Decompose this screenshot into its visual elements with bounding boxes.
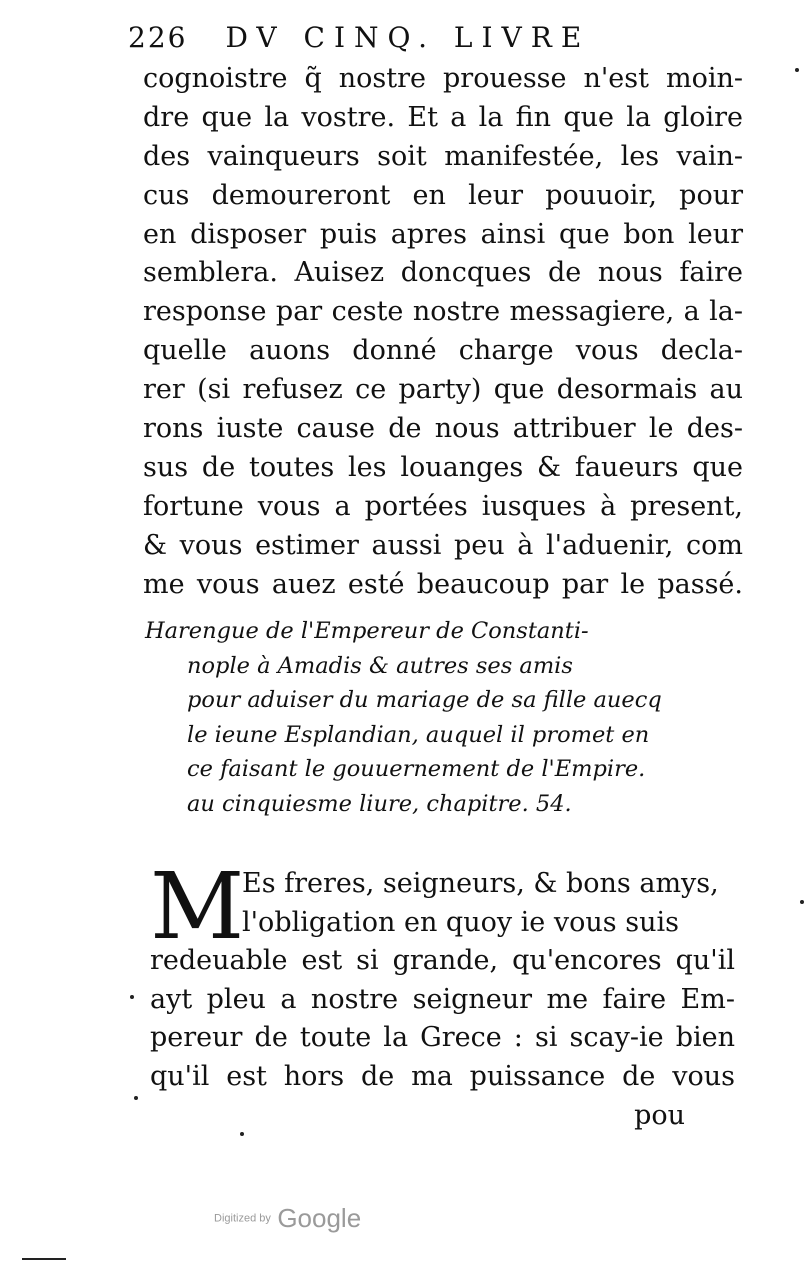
heading-line: nople à Amadis & autres ses amis: [187, 652, 573, 679]
text-line: cus demoureront en leur pouuoir, pour: [143, 179, 743, 211]
digitized-by-label: Digitized by: [214, 1212, 271, 1225]
chapter-text: [150, 853, 735, 1135]
google-logo-text: Google: [277, 1203, 362, 1233]
edge-rule: [22, 1258, 66, 1260]
heading-line: Harengue de l'Empereur de Constanti-: [145, 618, 589, 644]
ink-speck: [134, 1096, 138, 1100]
drop-cap: M: [150, 853, 245, 960]
text-line: Es freres, seigneurs, & bons amys,: [242, 868, 719, 899]
text-line: en disposer puis apres ainsi que bon leur: [143, 218, 743, 250]
heading-line: ce faisant le gouuernement de l'Empire.: [187, 756, 646, 782]
text-line: cognoistre q̃ nostre prouesse n'est moin-: [143, 63, 743, 94]
text-line: response par ceste nostre messagiere, a la-: [143, 296, 743, 328]
text-line: dre que la vostre. Et a la fin que la gloire: [143, 101, 743, 133]
heading-line: le ieune Esplandian, auquel il promet en: [187, 721, 650, 748]
text-line: & vous estimer aussi peu à l'aduenir, com: [143, 529, 743, 561]
running-head: [128, 22, 728, 54]
text-line: rons iuste cause de nous attribuer le des-: [143, 413, 743, 445]
heading-line: pour aduiser du mariage de sa fille auecq: [187, 687, 662, 713]
text-line: quelle auons donné charge vous decla-: [143, 335, 743, 367]
running-title: DV CINQ. LIVRE: [225, 21, 591, 54]
heading-line: au cinquiesme liure, chapitre. 54.: [187, 790, 572, 817]
text-line: pereur de toute la Grece : si scay-ie bien: [150, 1022, 735, 1054]
text-line: rer (si refusez ce party) que desormais au: [143, 374, 743, 406]
catchword: pou: [634, 1099, 685, 1131]
ink-speck: [130, 995, 134, 999]
text-line: ayt pleu a nostre seigneur me faire Em-: [150, 983, 735, 1015]
body-text: [143, 60, 743, 604]
ink-speck: [800, 900, 804, 904]
page-number: 226: [128, 21, 188, 54]
text-line: me vous auez esté beaucoup par le passé.: [143, 568, 743, 600]
text-line: semblera. Auisez doncques de nous faire: [143, 257, 743, 289]
text-line: des vainqueurs soit manifestée, les vain-: [143, 140, 743, 172]
text-line: qu'il est hors de ma puissance de vous: [150, 1060, 735, 1092]
text-line: fortune vous a portées iusques à present,: [143, 490, 743, 522]
ink-speck: [240, 1132, 244, 1136]
text-line: redeuable est si grande, qu'encores qu'il: [150, 945, 735, 977]
digitized-watermark: [214, 1203, 361, 1234]
text-line: l'obligation en quoy ie vous suis: [242, 906, 679, 938]
chapter-heading: [145, 614, 705, 821]
text-line: sus de toutes les louanges & faueurs que: [143, 451, 743, 483]
ink-speck: [795, 68, 799, 72]
